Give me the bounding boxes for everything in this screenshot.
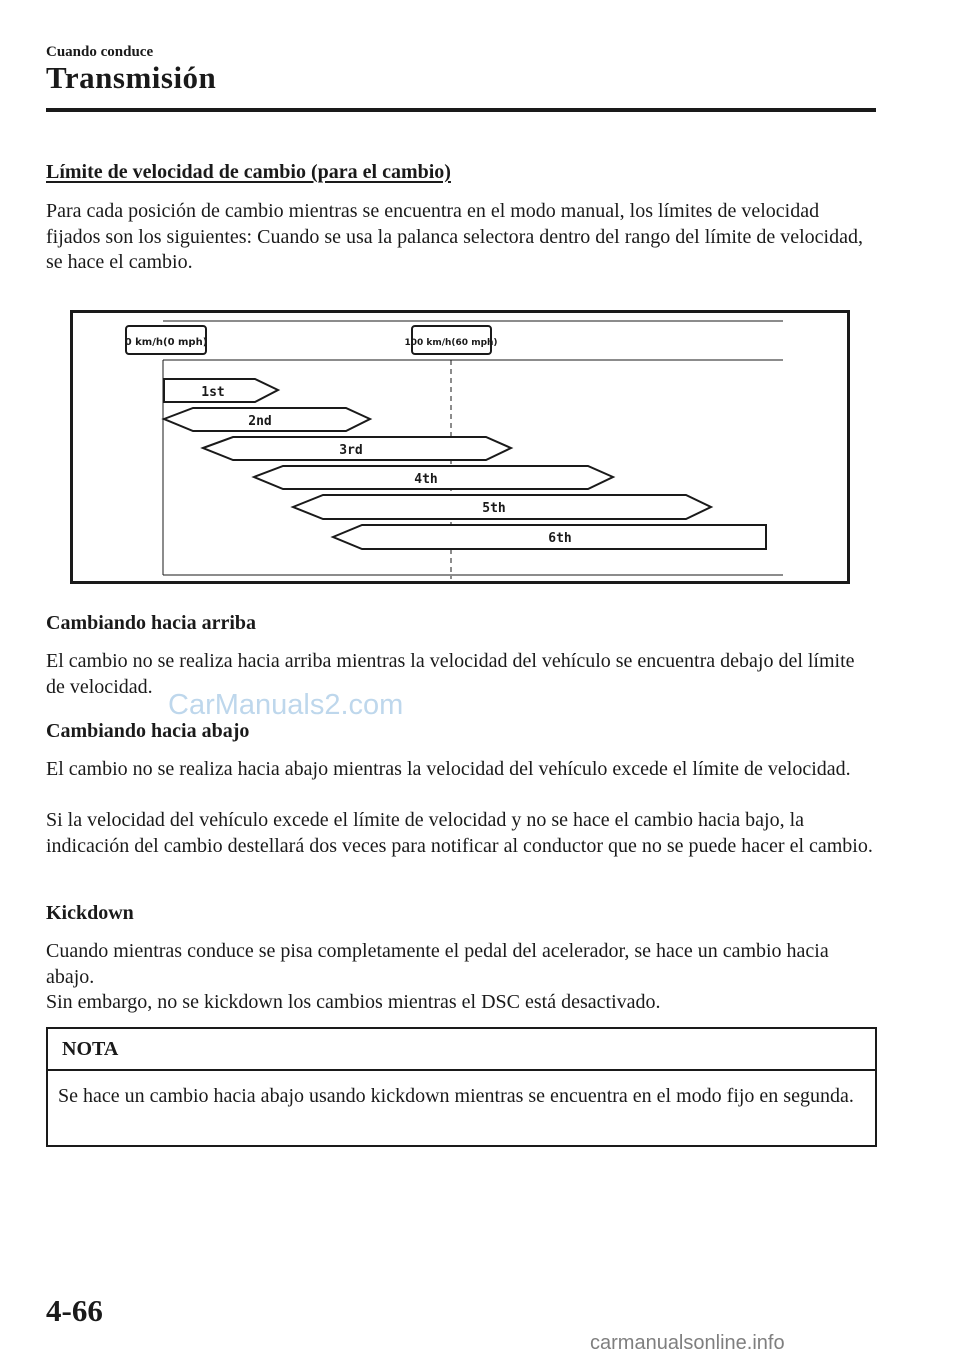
gear-label-5th: 5th: [482, 501, 506, 516]
gear-label-2nd: 2nd: [248, 414, 272, 429]
page-number: 4-66: [46, 1293, 103, 1328]
gear-speed-chart: [73, 313, 847, 581]
marker-0-kmh-label: 0 km/h(0 mph): [124, 337, 208, 348]
marker-100-kmh-label: 100 km/h(60 mph): [404, 338, 498, 348]
section-label: Cuando conduce: [46, 44, 154, 60]
speed-limit-heading: Límite de velocidad de cambio (para el cambio): [46, 161, 451, 183]
upshift-text: El cambio no se realiza hacia arriba mientras la velocidad del vehículo se encuentra debajo del límite de velocidad.: [46, 650, 855, 698]
gear-label-4th: 4th: [414, 472, 438, 487]
upshift-heading: Cambiando hacia arriba: [46, 612, 257, 634]
gear-label-6th: 6th: [548, 531, 572, 546]
kickdown-heading: Kickdown: [46, 902, 134, 924]
gear-bar-6th: [333, 525, 766, 549]
gear-speed-diagram: [70, 310, 850, 584]
gear-bar-3rd: [203, 437, 511, 460]
gear-bar-1st: [164, 379, 278, 402]
title-rule: [46, 108, 876, 112]
speed-limit-intro: Para cada posición de cambio mientras se encuentra en el modo manual, los límites de velocidad fijados son los siguientes: Cuando se usa la palanca selectora dentro del rango del límite de velocidad, se hace el cambio.: [46, 200, 863, 273]
note-title: NOTA: [62, 1038, 119, 1060]
note-text: Se hace un cambio hacia abajo usando kickdown mientras se encuentra en el modo fijo en segunda.: [58, 1085, 854, 1107]
marker-0-kmh: [125, 326, 208, 354]
kickdown-text-2: Sin embargo, no se kickdown los cambios mientras el DSC está desactivado.: [46, 991, 661, 1013]
downshift-heading: Cambiando hacia abajo: [46, 720, 250, 742]
note-header: [48, 1029, 875, 1071]
downshift-text-1: El cambio no se realiza hacia abajo mientras la velocidad del vehículo excede el límite de velocidad.: [46, 758, 851, 780]
gear-bar-5th: [293, 495, 711, 519]
note-box: [46, 1027, 877, 1147]
gear-bar-2nd: [164, 408, 370, 431]
watermark: CarManuals2.com: [168, 689, 404, 721]
marker-100-kmh: [404, 326, 497, 354]
kickdown-text-1: Cuando mientras conduce se pisa completamente el pedal del acelerador, se hace un cambio hacia abajo.: [46, 940, 829, 988]
footer-site: carmanualsonline.info: [590, 1332, 785, 1354]
page-title: Transmisión: [46, 60, 217, 95]
gear-label-1st: 1st: [201, 385, 225, 400]
downshift-text-2: Si la velocidad del vehículo excede el límite de velocidad y no se hace el cambio hacia bajo, la indicación del cambio destellará dos veces para notificar al conductor que no se puede hacer el cambio.: [46, 809, 873, 857]
gear-label-3rd: 3rd: [339, 443, 363, 458]
gear-bar-4th: [254, 466, 613, 489]
